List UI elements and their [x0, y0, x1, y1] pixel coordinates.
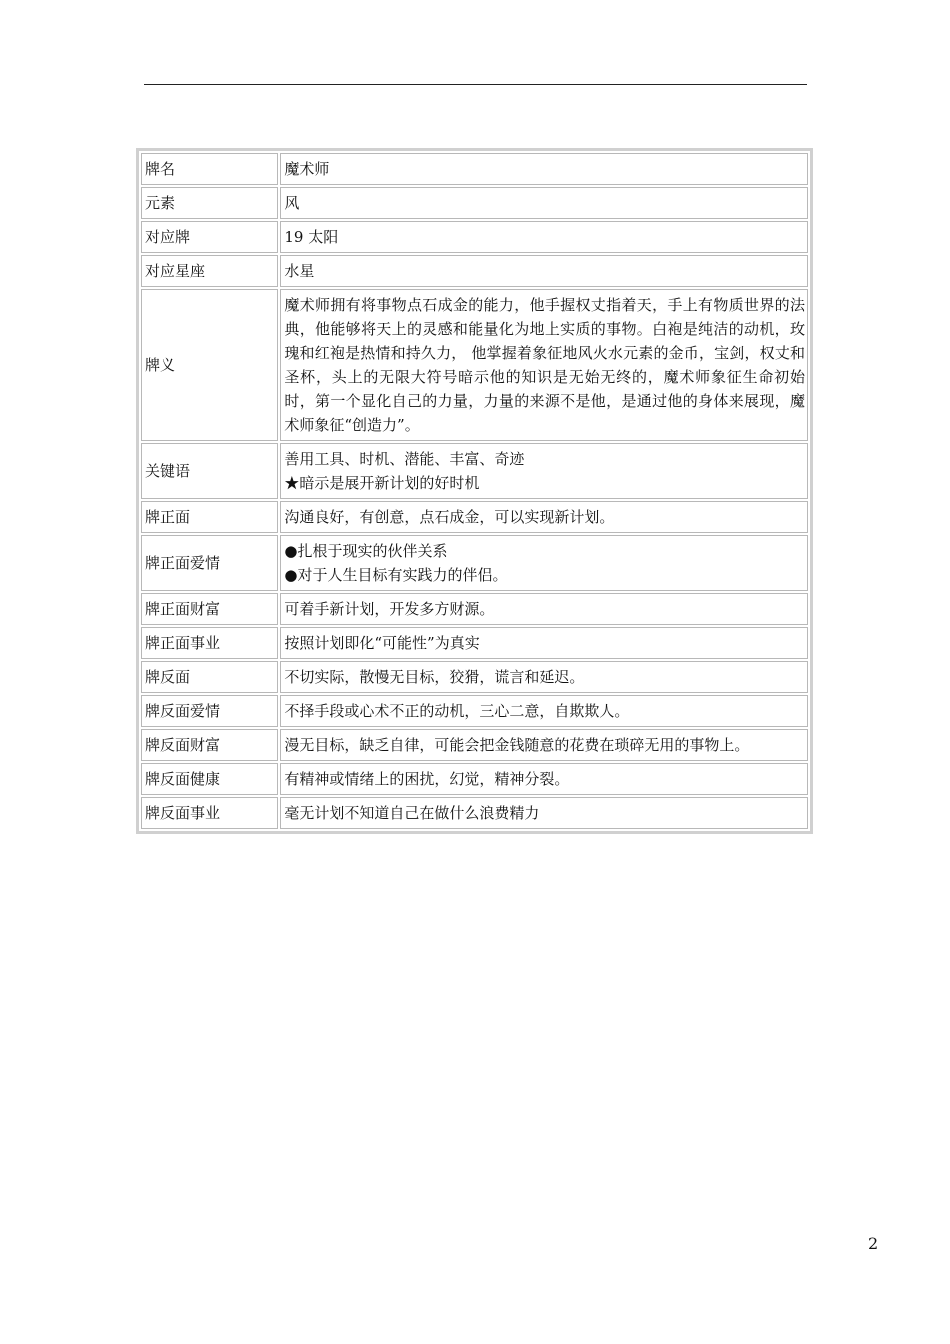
row-value	[280, 289, 808, 441]
row-value	[280, 153, 808, 185]
table-row	[141, 797, 808, 829]
value-line: 魔术师	[284, 160, 330, 178]
row-value	[280, 695, 808, 727]
row-value	[280, 501, 808, 533]
row-label: 牌名	[141, 153, 278, 185]
row-value	[280, 729, 808, 761]
row-value	[280, 763, 808, 795]
row-label: 牌反面事业	[141, 797, 278, 829]
row-label: 对应牌	[141, 221, 278, 253]
value-line: 水星	[284, 262, 315, 280]
row-label: 对应星座	[141, 255, 278, 287]
value-line: ●对于人生目标有实践力的伴侣。	[284, 566, 508, 584]
table-row	[141, 535, 808, 591]
row-label: 牌反面	[141, 661, 278, 693]
row-label: 牌反面爱情	[141, 695, 278, 727]
row-label: 牌反面财富	[141, 729, 278, 761]
row-value	[280, 535, 808, 591]
row-label: 牌正面	[141, 501, 278, 533]
value-line: 不切实际，散慢无目标，狡猾，谎言和延迟。	[284, 668, 585, 686]
row-value	[280, 593, 808, 625]
table-row	[141, 593, 808, 625]
value-line: 漫无目标，缺乏自律，可能会把金钱随意的花费在琐碎无用的事物上。	[284, 736, 750, 754]
row-value	[280, 221, 808, 253]
row-value	[280, 627, 808, 659]
value-line: 可着手新计划，开发多方财源。	[284, 600, 495, 618]
table-row	[141, 695, 808, 727]
row-label: 牌义	[141, 289, 278, 441]
row-value	[280, 661, 808, 693]
value-line: 不择手段或心术不正的动机，三心二意，自欺欺人。	[284, 702, 630, 720]
tarot-card-table	[136, 148, 813, 834]
row-label: 关键语	[141, 443, 278, 499]
table-row	[141, 187, 808, 219]
table-row	[141, 255, 808, 287]
table-row	[141, 729, 808, 761]
value-line: 毫无计划不知道自己在做什么浪费精力	[284, 804, 540, 822]
page-number: 2	[868, 1234, 879, 1253]
table-row	[141, 627, 808, 659]
row-label: 牌正面财富	[141, 593, 278, 625]
header-rule	[144, 84, 807, 85]
row-label: 牌反面健康	[141, 763, 278, 795]
value-line: 魔术师拥有将事物点石成金的能力，他手握权丈指着天，手上有物质世界的法典，他能够将天上的灵感和能量化为地上实质的事物。白袍是纯洁的动机，玫瑰和红袍是热情和持久力， 他掌握着象征地风火水元素的金币，宝剑，权丈和圣杯，头上的无限大符号暗示他的知识是无始无终的，魔术师象征生命初始时，第一个显化自己的力量，力量的来源不是他，是通过他的身体来展现，魔术师象征“创造力”。	[284, 296, 805, 434]
row-value	[280, 443, 808, 499]
value-line: ★暗示是展开新计划的好时机	[284, 474, 480, 492]
table-row	[141, 153, 808, 185]
value-line: ●扎根于现实的伙伴关系	[284, 542, 448, 560]
table-row	[141, 763, 808, 795]
value-line: 沟通良好，有创意，点石成金，可以实现新计划。	[284, 508, 615, 526]
value-line: 19 太阳	[284, 228, 339, 246]
table-row	[141, 661, 808, 693]
row-value	[280, 187, 808, 219]
value-line: 风	[284, 194, 300, 212]
row-label: 牌正面事业	[141, 627, 278, 659]
table-row	[141, 443, 808, 499]
row-label: 元素	[141, 187, 278, 219]
row-value	[280, 797, 808, 829]
row-value	[280, 255, 808, 287]
table-row	[141, 221, 808, 253]
value-line: 按照计划即化“可能性”为真实	[284, 634, 480, 652]
table-body	[141, 153, 808, 829]
value-line: 善用工具、时机、潜能、丰富、奇迹	[284, 450, 525, 468]
value-line: 有精神或情绪上的困扰，幻觉，精神分裂。	[284, 770, 570, 788]
table-row	[141, 289, 808, 441]
table-row	[141, 501, 808, 533]
row-label: 牌正面爱情	[141, 535, 278, 591]
